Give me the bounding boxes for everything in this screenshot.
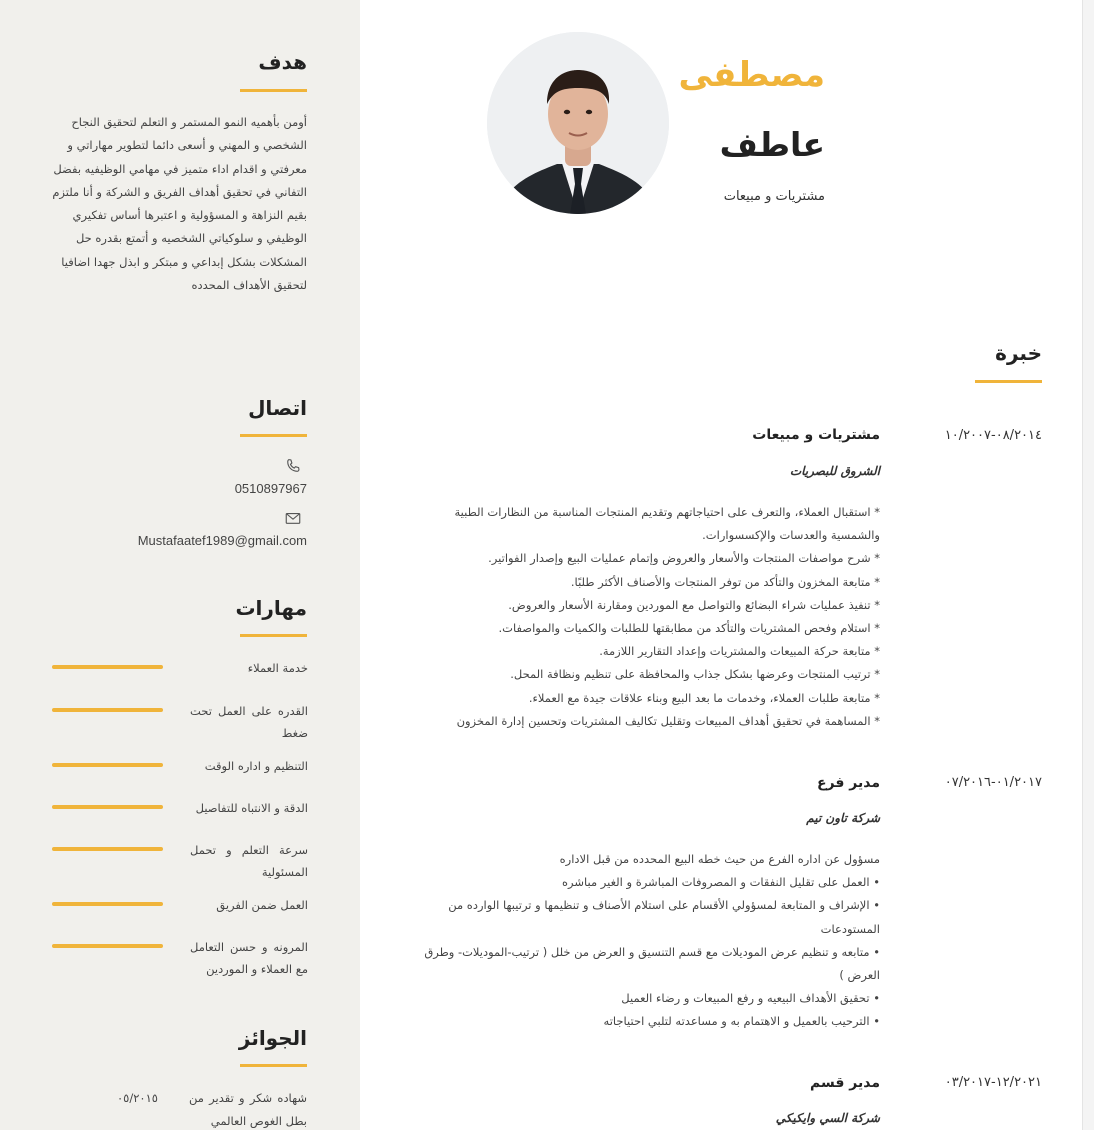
skills-title: مهارات <box>235 596 307 620</box>
job-description <box>422 501 880 733</box>
profile-photo <box>487 32 669 214</box>
profile-avatar-illustration <box>487 32 669 214</box>
job-duty: • تحقيق الأهداف البيعيه و رفع المبيعات و رضاء العميل <box>621 991 880 1006</box>
skill-label: خدمة العملاء <box>247 661 308 675</box>
page-edge <box>1082 0 1094 1130</box>
phone-icon <box>284 457 302 475</box>
job-duty: * تنفيذ عمليات شراء البضائع والتواصل مع الموردين ومقارنة الأسعار والعروض. <box>508 597 880 612</box>
job-company: شركة تاون تيم <box>806 811 880 825</box>
award-date: ٠٥/٢٠١٥ <box>117 1091 158 1105</box>
job-date: ٠١/٢٠١٧-٠٧/٢٠١٦ <box>944 775 1042 790</box>
skill-label: المرونه و حسن التعامل مع العملاء و الموردين <box>190 940 308 976</box>
skill-label: الدقة و الانتباه للتفاصيل <box>195 801 308 815</box>
job-duty: • متابعه و تنظيم عرض الموديلات مع قسم التنسيق و العرض من خلل ( ترتيب-الموديلات- وطرق العرض ) <box>424 944 880 983</box>
job-duty: • الترحيب بالعميل و الاهتمام به و مساعدته لتلبي احتياجاته <box>603 1014 880 1029</box>
skill-level-bar <box>52 805 163 809</box>
skill-label: العمل ضمن الفريق <box>216 898 308 912</box>
phone-number[interactable]: 0510897967 <box>234 481 307 496</box>
last-name: عاطف <box>719 125 825 164</box>
job-duty: * استقبال العملاء، والتعرف على احتياجاتهم وتقديم المنتجات المناسبة من النظارات الطبية والشمسية والعدسات والإكسسوارات. <box>454 505 880 543</box>
job-company: الشروق للبصريات <box>789 464 880 478</box>
job-description <box>422 848 880 1034</box>
skill-level-bar <box>52 708 163 712</box>
first-name: مصطفى <box>678 55 825 95</box>
award-text: شهاده شكر و تقدير من بطل الغوص العالمي <box>189 1091 307 1128</box>
sidebar <box>0 0 360 1130</box>
job-duty: * متابعة حركة المبيعات والمشتريات وإعداد التقارير اللازمة. <box>599 644 880 659</box>
job-date: ١٢/٢٠٢١-٠٣/٢٠١٧ <box>944 1075 1042 1090</box>
email-address[interactable]: Mustafaatef1989@gmail.com <box>137 533 307 548</box>
contact-rule <box>240 434 307 437</box>
skill-label: القدره على العمل تحت ضغط <box>190 704 308 740</box>
skill-label: التنظيم و اداره الوقت <box>204 759 308 773</box>
experience-title: خبرة <box>995 341 1042 365</box>
job-company: شركة السي وايكيكي <box>775 1111 880 1125</box>
job-duty: * استلام وفحص المشتريات والتأكد من مطابقتها للطلبات والكميات والمواصفات. <box>498 621 880 636</box>
skill-level-bar <box>52 665 163 669</box>
awards-rule <box>240 1064 307 1067</box>
awards-title: الجوائز <box>238 1026 307 1050</box>
skill-level-bar <box>52 902 163 906</box>
skills-rule <box>240 634 307 637</box>
envelope-icon <box>284 509 302 527</box>
skill-label: سرعة التعلم و تحمل المسئولية <box>190 843 308 879</box>
job-title: مشتريات و مبيعات <box>752 427 880 443</box>
job-duty: * متابعة المخزون والتأكد من توفر المنتجات والأصناف الأكثر طلبًا. <box>570 574 880 589</box>
job-title: مدير فرع <box>816 775 880 791</box>
skill-level-bar <box>52 847 163 851</box>
objective-rule <box>240 89 307 92</box>
skill-level-bar <box>52 763 163 767</box>
job-duty: * شرح مواصفات المنتجات والأسعار والعروض وإتمام عمليات البيع وإصدار الفواتير. <box>488 551 880 566</box>
profile-headline: مشتريات و مبيعات <box>723 189 825 204</box>
job-date: ٠٨/٢٠١٤-١٠/٢٠٠٧ <box>944 428 1042 443</box>
skill-level-bar <box>52 944 163 948</box>
objective-text: أومن بأهميه النمو المستمر و التعلم لتحقيق النجاح الشخصي و المهني و أسعى دائما لتطوير مهاراتي و معرفتي و اقدام اداء متميز في مهامي الوظيفيه بفضل التفاني في تحقيق أهداف الفريق و الشركة و أنا ملتزم بقيم النزاهة و المسؤولية و اعتبرها أساس تفكيري الوظيفي و سلوكياتي الشخصيه و أتمتع بقدره حل المشكلات بشكل إبداعي و مبتكر و ابذل جهدا اضافيا لتحقيق الأهداف المحدده <box>52 115 307 293</box>
job-duty: * متابعة طلبات العملاء، وخدمات ما بعد البيع وبناء علاقات جيدة مع العملاء. <box>528 690 880 705</box>
experience-rule <box>975 380 1042 383</box>
job-duty: * ترتيب المنتجات وعرضها بشكل جذاب والمحافظة على تنظيم ونظافة المحل. <box>510 667 880 682</box>
contact-title: اتصال <box>248 396 307 420</box>
job-duty: • العمل على تقليل النفقات و المصروفات المباشرة و الغير مباشره <box>561 875 880 890</box>
job-duty: مسؤول عن اداره الفرع من حيث خطه البيع المحدده من قبل الاداره <box>559 852 880 866</box>
job-title: مدير قسم <box>810 1075 880 1091</box>
objective-title: هدف <box>258 50 307 74</box>
job-duty: * المساهمة في تحقيق أهداف المبيعات وتقليل تكاليف المشتريات وتحسين إدارة المخزون <box>456 713 880 728</box>
job-duty: • الإشراف و المتابعة لمسؤولي الأقسام على استلام الأصناف و تنظيمها و ترتيبها الوارده من المستودعات <box>448 898 880 936</box>
